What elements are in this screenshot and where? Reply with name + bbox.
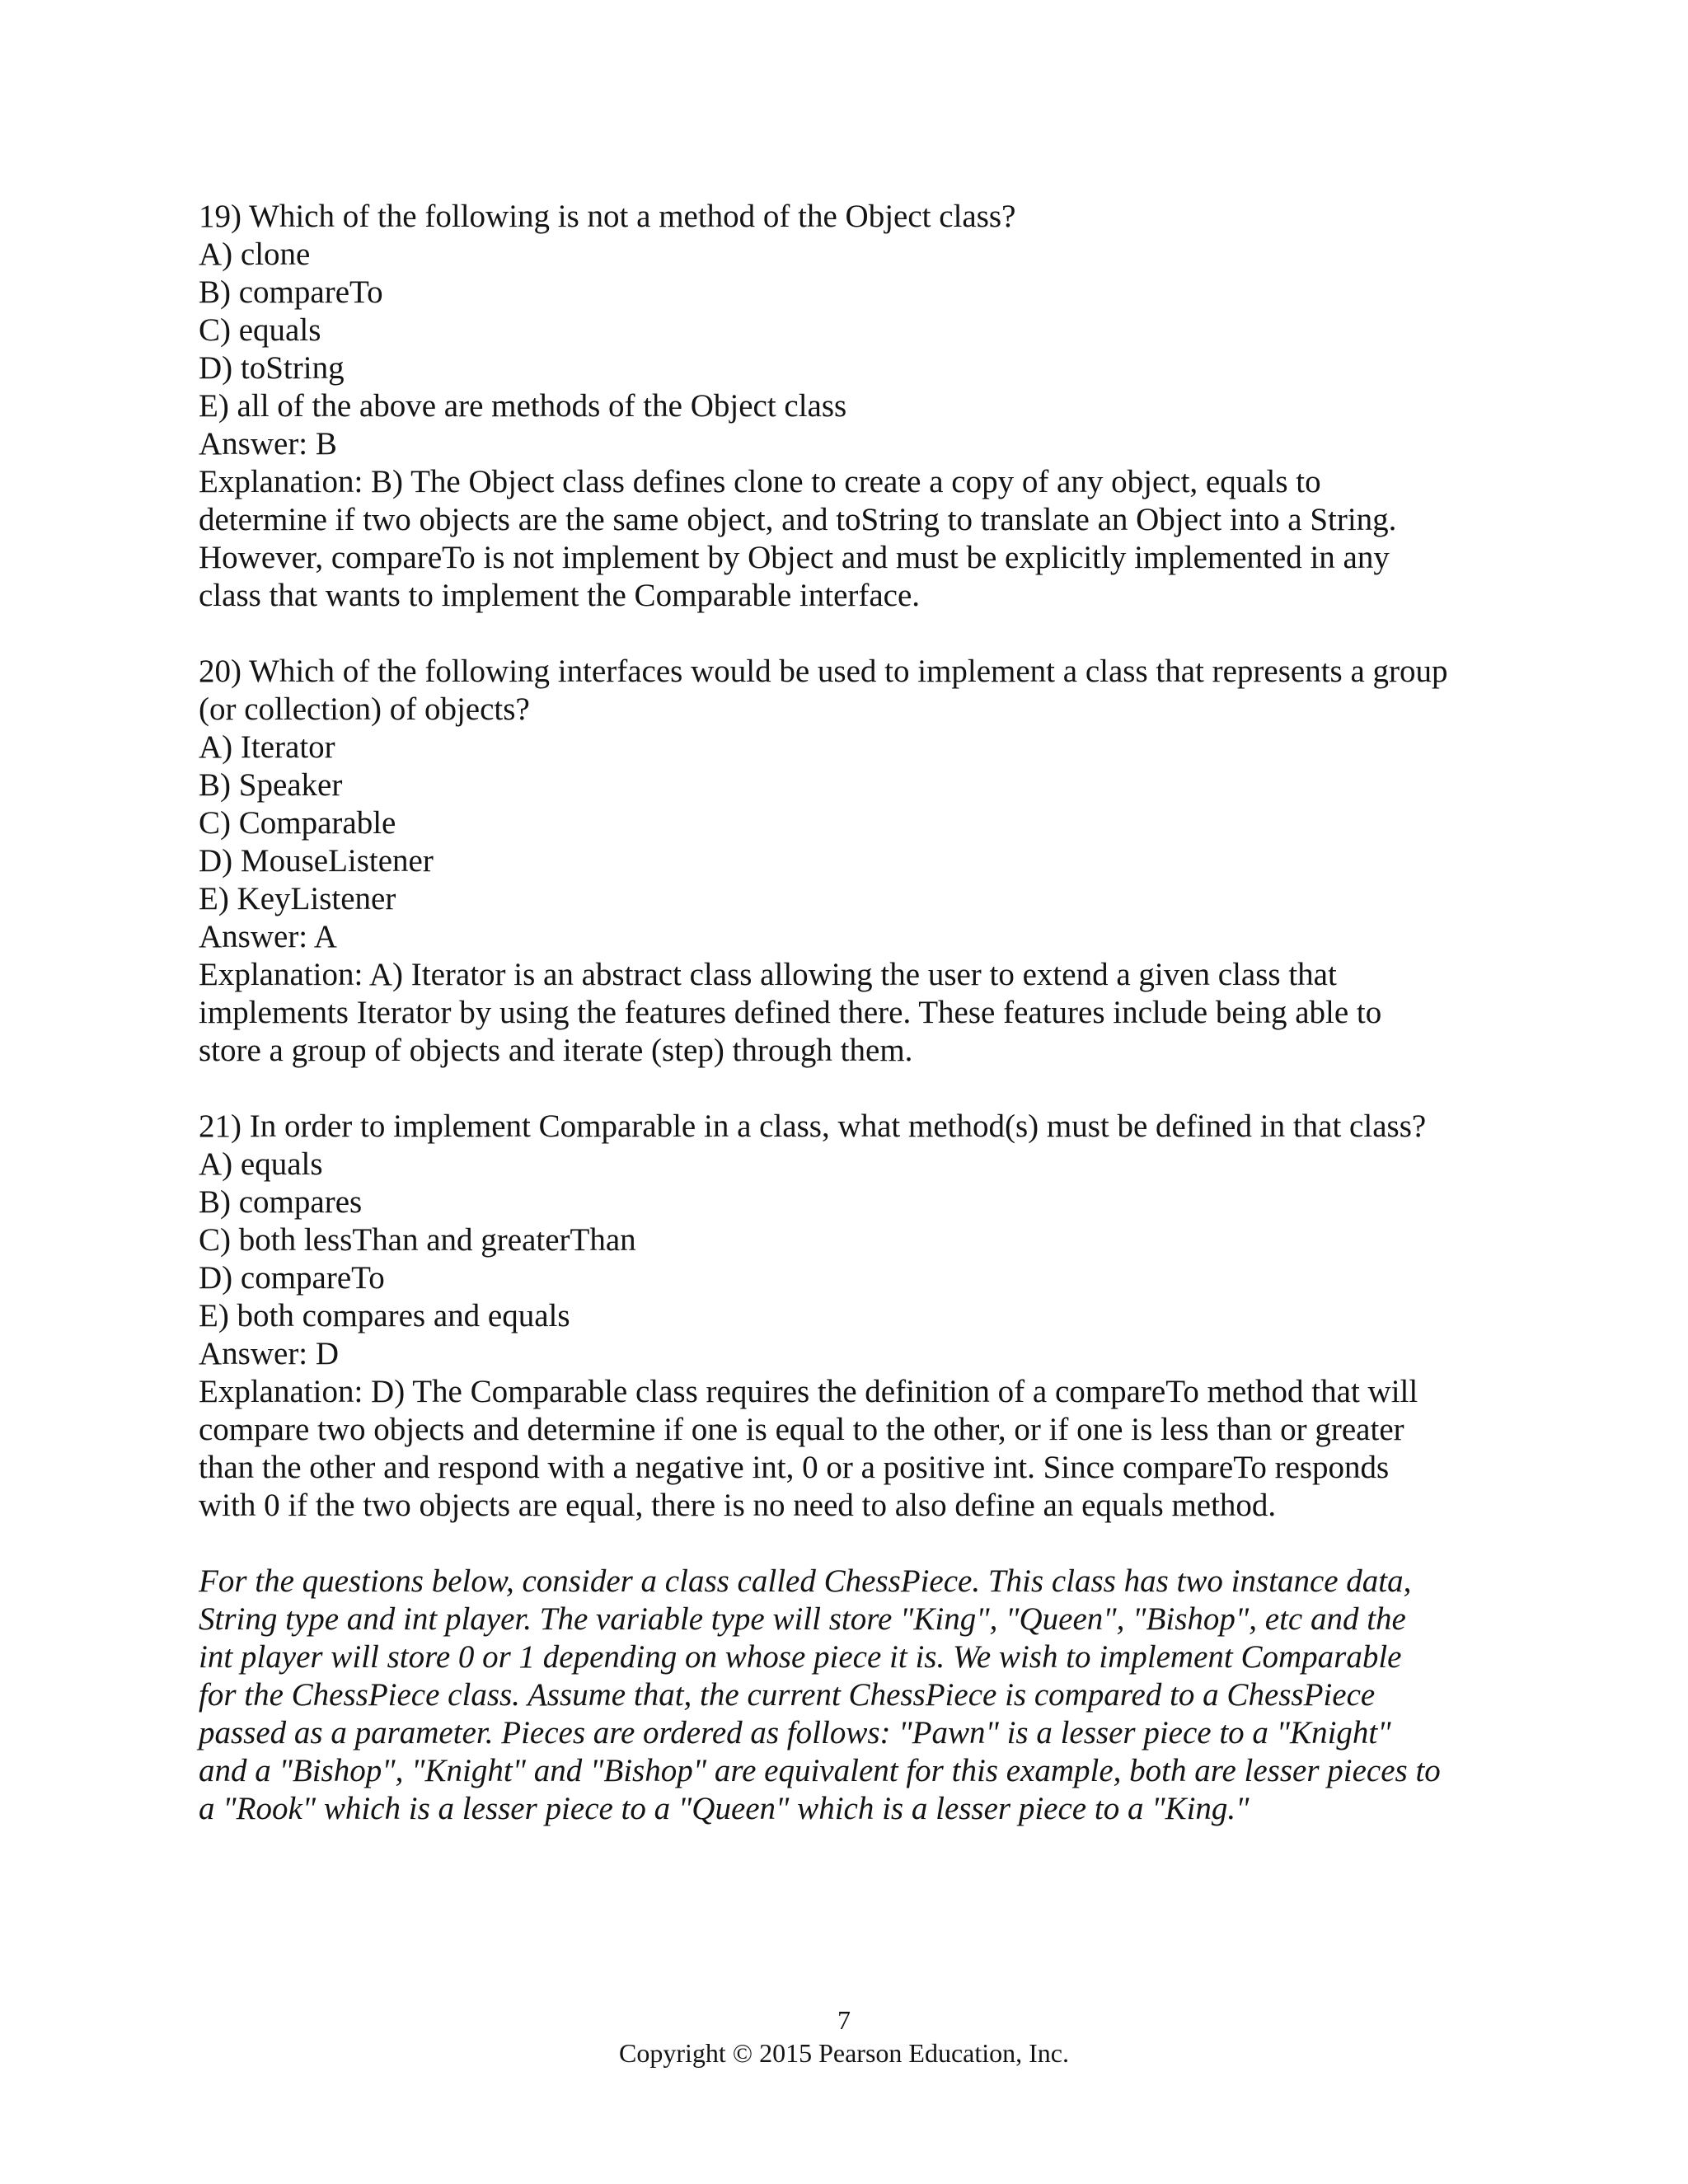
explanation-line: Explanation: B) The Object class defines clone to create a copy of any object, equals to: [199, 464, 1321, 499]
answer-option: E) both compares and equals: [199, 1298, 570, 1333]
answer-option: D) compareTo: [199, 1260, 385, 1296]
explanation-line: with 0 if the two objects are equal, there is no need to also define an equals method.: [199, 1488, 1277, 1523]
answer-key: Answer: B: [199, 426, 337, 462]
answer-option: C) equals: [199, 312, 321, 348]
question-prompt: 19) Which of the following is not a method of the Object class?: [199, 199, 1016, 234]
question-21: [199, 1108, 1534, 1525]
explanation-line: implements Iterator by using the features defined there. These features include being able to: [199, 995, 1382, 1030]
explanation-line: However, compareTo is not implement by Object and must be explicitly implemented in any: [199, 540, 1390, 575]
intro-line: For the questions below, consider a class called ChessPiece. This class has two instance data,: [199, 1563, 1412, 1599]
answer-option: C) Comparable: [199, 805, 396, 841]
answer-option: D) MouseListener: [199, 843, 434, 879]
answer-option: C) both lessThan and greaterThan: [199, 1222, 636, 1258]
answer-option: E) KeyListener: [199, 881, 396, 916]
page-number: 7: [837, 2005, 851, 2035]
intro-line: for the ChessPiece class. Assume that, the current ChessPiece is compared to a ChessPiece: [199, 1677, 1376, 1713]
answer-key: Answer: A: [199, 919, 337, 954]
question-19: [199, 198, 1534, 615]
answer-option: A) equals: [199, 1146, 323, 1182]
answer-option: B) compares: [199, 1184, 363, 1220]
answer-key: Answer: D: [199, 1336, 340, 1371]
answer-option: A) clone: [199, 237, 311, 272]
question-20: [199, 653, 1534, 1070]
intro-line: passed as a parameter. Pieces are ordered as follows: "Pawn" is a lesser piece to a "Knight": [199, 1715, 1391, 1750]
answer-option: E) all of the above are methods of the Object class: [199, 388, 847, 424]
page-content: [199, 198, 1534, 1866]
intro-line: int player will store 0 or 1 depending on whose piece it is. We wish to implement Comparable: [199, 1639, 1402, 1675]
answer-option: B) compareTo: [199, 274, 383, 310]
explanation-line: store a group of objects and iterate (step) through them.: [199, 1033, 913, 1068]
explanation-line: compare two objects and determine if one is equal to the other, or if one is less than or greater: [199, 1412, 1404, 1447]
explanation-line: determine if two objects are the same object, and toString to translate an Object into a String.: [199, 502, 1397, 537]
explanation-line: Explanation: A) Iterator is an abstract class allowing the user to extend a given class that: [199, 957, 1337, 992]
answer-option: A) Iterator: [199, 729, 335, 765]
answer-option: B) Speaker: [199, 767, 343, 803]
question-prompt: 20) Which of the following interfaces would be used to implement a class that represents a group: [199, 654, 1448, 689]
answer-option: D) toString: [199, 350, 345, 386]
explanation-line: class that wants to implement the Comparable interface.: [199, 578, 921, 613]
chesspiece-intro: [199, 1563, 1534, 1828]
copyright-notice: Copyright © 2015 Pearson Education, Inc.: [619, 2038, 1069, 2068]
question-prompt: (or collection) of objects?: [199, 691, 530, 727]
intro-line: String type and int player. The variable type will store "King", "Queen", "Bishop", etc and the: [199, 1601, 1406, 1637]
question-prompt: 21) In order to implement Comparable in a class, what method(s) must be defined in that class?: [199, 1108, 1427, 1144]
explanation-line: Explanation: D) The Comparable class requires the definition of a compareTo method that will: [199, 1374, 1418, 1409]
intro-line: a "Rook" which is a lesser piece to a "Queen" which is a lesser piece to a "King.": [199, 1791, 1250, 1826]
intro-line: and a "Bishop", "Knight" and "Bishop" are equivalent for this example, both are lesser pieces to: [199, 1753, 1441, 1788]
explanation-line: than the other and respond with a negative int, 0 or a positive int. Since compareTo responds: [199, 1450, 1390, 1485]
